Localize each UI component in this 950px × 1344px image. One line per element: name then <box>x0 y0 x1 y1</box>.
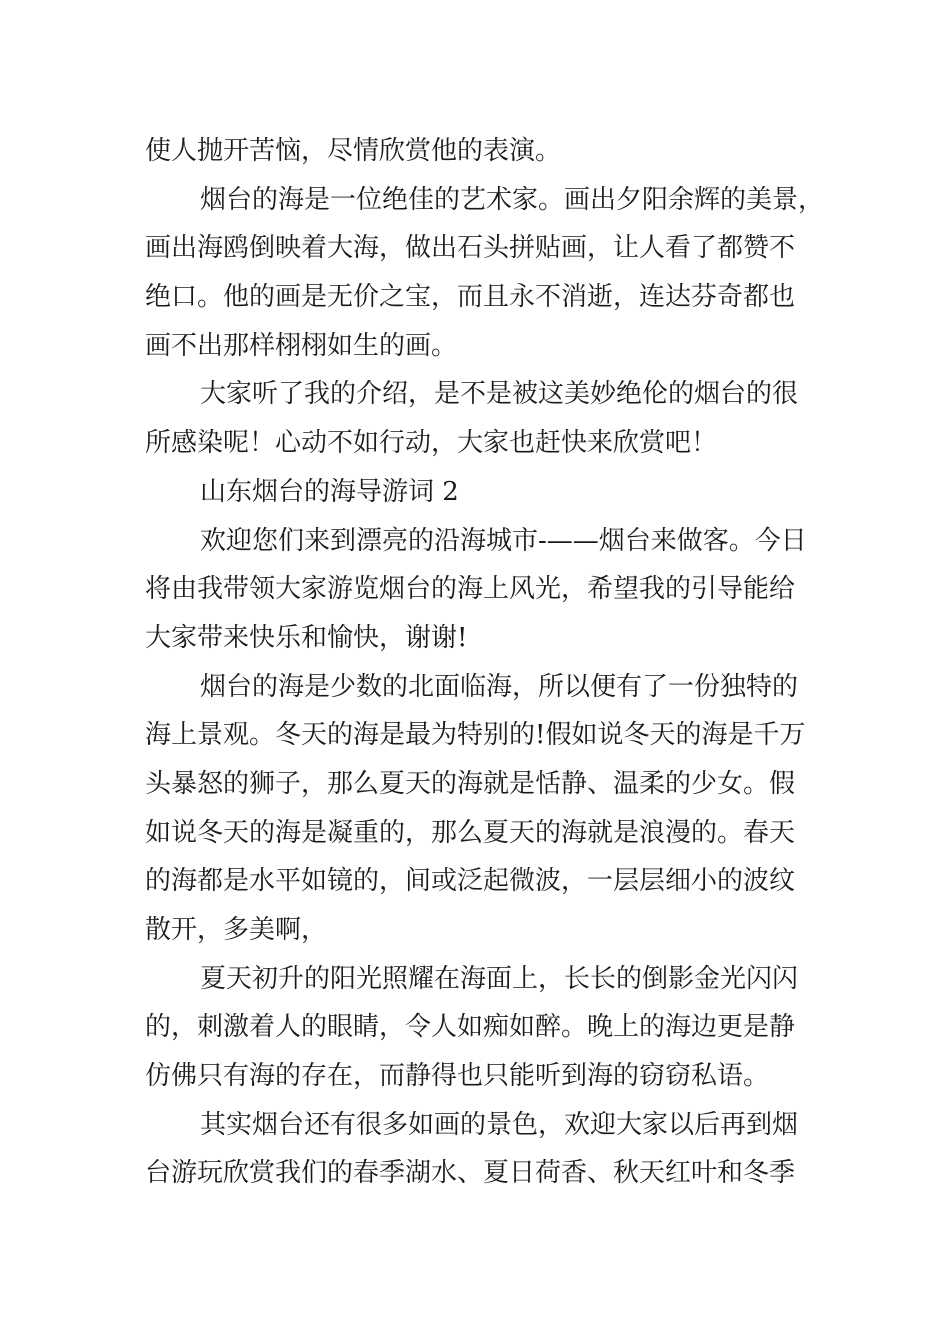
text-line-20: 仿佛只有海的存在，而静得也只能听到海的窃窃私语。 <box>145 1061 770 1092</box>
text-line-21: 其实烟台还有很多如画的景色，欢迎大家以后再到烟 <box>200 1109 799 1140</box>
text-line-6: 大家听了我的介绍，是不是被这美妙绝伦的烟台的很 <box>200 379 799 410</box>
body-text <box>145 127 825 1198</box>
text-line-22: 台游玩欣赏我们的春季湖水、夏日荷香、秋天红叶和冬季 <box>145 1158 796 1189</box>
text-line-11: 大家带来快乐和愉快，谢谢! <box>145 622 468 653</box>
text-line-18: 夏天初升的阳光照耀在海面上，长长的倒影金光闪闪 <box>200 963 799 994</box>
text-line-3: 画出海鸥倒映着大海，做出石头拼贴画，让人看了都赞不 <box>145 233 796 264</box>
section-heading: 山东烟台的海导游词 2 <box>200 476 459 507</box>
text-line-9: 欢迎您们来到漂亮的沿海城市-——烟台来做客。今日 <box>200 525 807 556</box>
text-line-15: 如说冬天的海是凝重的，那么夏天的海就是浪漫的。春天 <box>145 817 796 848</box>
text-line-10: 将由我带领大家游览烟台的海上风光，希望我的引导能给 <box>145 574 796 605</box>
text-line-19: 的，刺激着人的眼睛，令人如痴如醉。晚上的海边更是静 <box>145 1012 796 1043</box>
text-line-16: 的海都是水平如镜的，间或泛起微波，一层层细小的波纹 <box>145 866 796 897</box>
text-line-13: 海上景观。冬天的海是最为特别的!假如说冬天的海是千万 <box>145 720 806 751</box>
text-line-1: 使人抛开苦恼，尽情欣赏他的表演。 <box>145 136 562 166</box>
text-line-12: 烟台的海是少数的北面临海，所以便有了一份独特的 <box>200 671 799 702</box>
text-line-14: 头暴怒的狮子，那么夏天的海就是恬静、温柔的少女。假 <box>145 768 796 799</box>
text-line-2: 烟台的海是一位绝佳的艺术家。画出夕阳余辉的美景， <box>200 184 825 215</box>
text-line-5: 画不出那样栩栩如生的画。 <box>145 330 458 361</box>
text-line-4: 绝口。他的画是无价之宝，而且永不消逝，连达芬奇都也 <box>145 282 796 313</box>
text-line-7: 所感染呢！心动不如行动，大家也赶快来欣赏吧！ <box>145 428 718 459</box>
text-line-17: 散开，多美啊， <box>145 915 328 945</box>
